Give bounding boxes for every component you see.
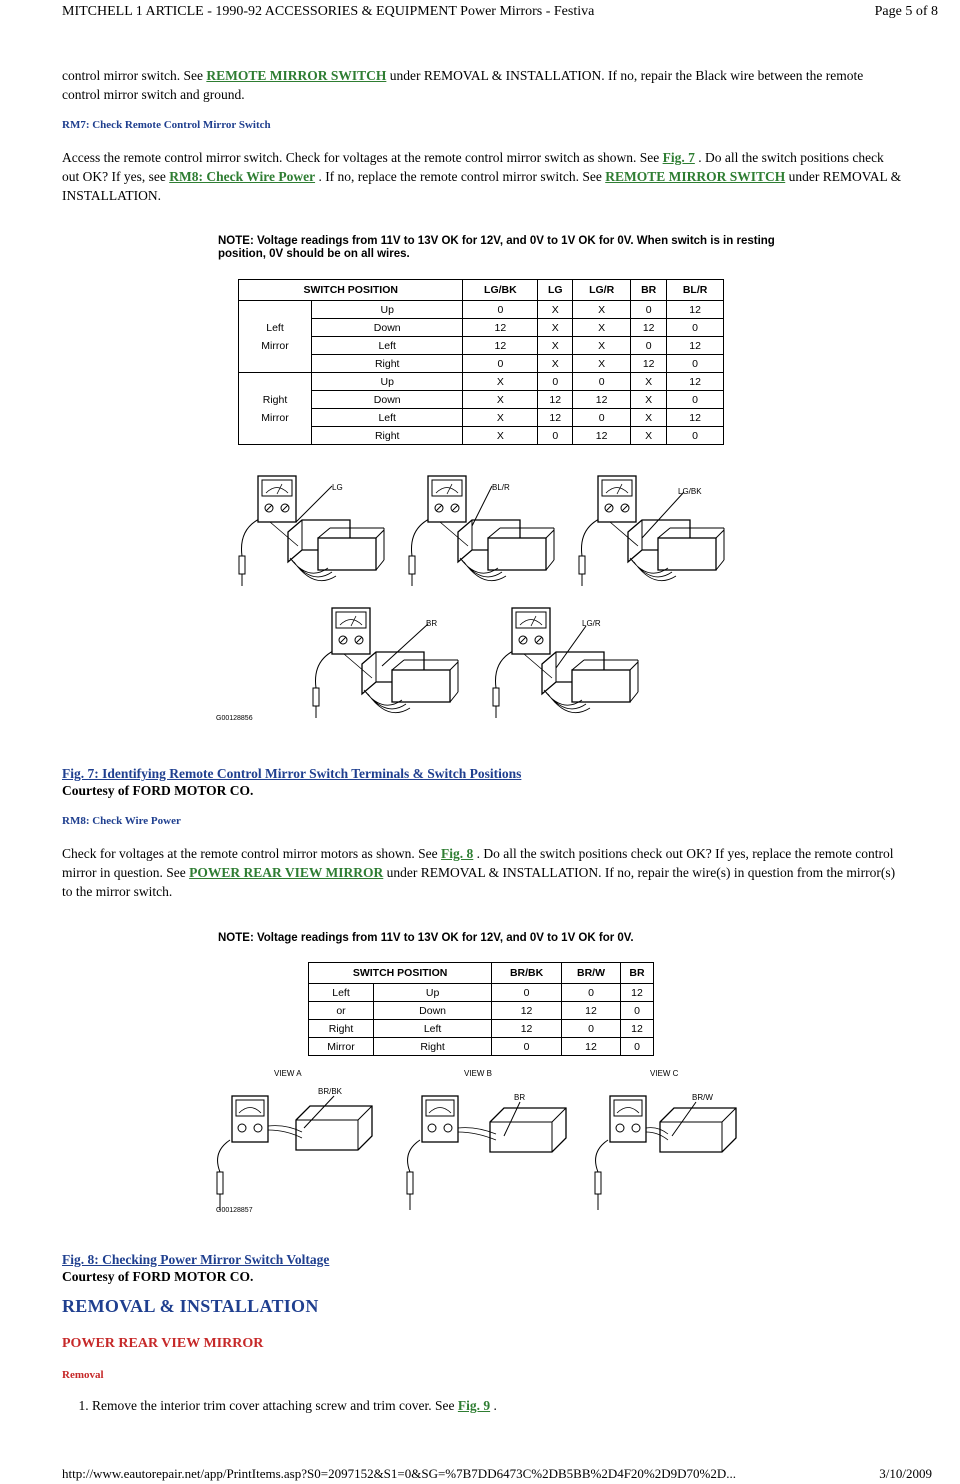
view-c-label: VIEW C	[650, 1069, 679, 1078]
meter-label: BR/W	[692, 1093, 713, 1102]
table-cell: Down	[374, 1002, 492, 1020]
table-cell: X	[463, 373, 538, 391]
table-cell: 0	[621, 1002, 654, 1020]
table-cell: 0	[538, 427, 573, 445]
table-cell: X	[631, 373, 667, 391]
fig7-note	[218, 235, 775, 261]
table-cell: 12	[573, 427, 631, 445]
table-cell: 12	[463, 319, 538, 337]
table-cell: X	[631, 427, 667, 445]
fig7-illustration	[210, 462, 730, 724]
table-cell: X	[538, 337, 573, 355]
table-cell: Left	[312, 409, 463, 427]
meter-lg	[239, 476, 384, 586]
table-row	[309, 1020, 654, 1038]
group-label: or	[309, 1002, 374, 1020]
footer-date: 3/10/2009	[879, 1466, 932, 1481]
fig8-note: NOTE: Voltage readings from 11V to 13V OK for 12V, and 0V to 1V OK for 0V.	[218, 932, 634, 944]
footer-url: http://www.eautorepair.net/app/PrintItems.asp?S0=2097152&S1=0&SG=%7B7DD6473C%2DB5BB%2D4F20%2D9D70%2D...	[62, 1466, 737, 1481]
table-row	[239, 319, 724, 337]
rm7-text-4: under REMOVAL & INSTALLATION.	[62, 169, 902, 203]
group-label: Mirror	[261, 339, 289, 352]
fig7-th: BR	[631, 280, 667, 301]
fig8-caption[interactable]: Fig. 8: Checking Power Mirror Switch Voltage	[62, 1252, 330, 1267]
rm8-heading: RM8: Check Wire Power	[62, 815, 181, 827]
table-row	[309, 1002, 654, 1020]
table-cell: 0	[492, 1038, 562, 1056]
group-label: Left	[309, 984, 374, 1002]
view-a	[217, 1087, 372, 1210]
table-cell: 12	[561, 1038, 620, 1056]
table-cell: 0	[573, 409, 631, 427]
table-cell: Right	[374, 1038, 492, 1056]
table-cell: X	[631, 391, 667, 409]
table-cell: 0	[538, 373, 573, 391]
fig8-id: G00128857	[216, 1207, 253, 1214]
intro-text-2: under REMOVAL & INSTALLATION. If no, repair the Black wire between the remote control mirror switch and ground.	[62, 68, 864, 102]
table-row	[239, 373, 724, 391]
table-cell: 12	[667, 337, 724, 355]
table-cell: 0	[561, 1020, 620, 1038]
group-label: Mirror	[309, 1038, 374, 1056]
table-row	[239, 355, 724, 373]
rm7-heading: RM7: Check Remote Control Mirror Switch	[62, 119, 271, 131]
rm7-text-1: Access the remote control mirror switch. Check for voltages at the remote control mirror switch as shown. See	[62, 150, 663, 165]
table-cell: Up	[374, 984, 492, 1002]
meter-label: BR	[514, 1093, 526, 1102]
table-cell: 12	[667, 301, 724, 319]
fig7-left-group	[239, 301, 312, 373]
meter-blr	[409, 476, 554, 586]
rm8-paragraph	[62, 844, 902, 901]
table-cell: X	[573, 355, 631, 373]
table-cell: Up	[312, 373, 463, 391]
fig7-courtesy: Courtesy of FORD MOTOR CO.	[62, 783, 254, 798]
table-row	[239, 427, 724, 445]
table-cell: X	[463, 391, 538, 409]
table-cell: 12	[631, 355, 667, 373]
section-heading: REMOVAL & INSTALLATION	[62, 1296, 319, 1316]
step1-text: Remove the interior trim cover attaching screw and trim cover. See	[92, 1398, 458, 1413]
table-row	[239, 391, 724, 409]
subsection-heading: POWER REAR VIEW MIRROR	[62, 1336, 264, 1351]
table-cell: 0	[492, 984, 562, 1002]
table-cell: 0	[621, 1038, 654, 1056]
rm8-text-3: under REMOVAL & INSTALLATION. If no, repair the wire(s) in question from the mirror(s) to the mirror switch.	[62, 865, 896, 899]
table-cell: Right	[312, 355, 463, 373]
meter-label: BR/BK	[318, 1087, 343, 1096]
fig8-table	[308, 962, 654, 1056]
group-label: Right	[262, 393, 288, 406]
table-cell: 12	[621, 984, 654, 1002]
table-cell: 0	[667, 319, 724, 337]
table-cell: 12	[492, 1002, 562, 1020]
table-cell: Down	[312, 391, 463, 409]
fig8-courtesy: Courtesy of FORD MOTOR CO.	[62, 1269, 254, 1284]
table-cell: Left	[374, 1020, 492, 1038]
fig9-link[interactable]: Fig. 9	[457, 1398, 491, 1413]
fig7-th: LG/BK	[463, 280, 538, 301]
table-cell: 12	[667, 373, 724, 391]
meter-label: BL/R	[492, 483, 510, 492]
group-label: Left	[266, 321, 284, 334]
table-cell: 12	[492, 1020, 562, 1038]
table-cell: 0	[667, 427, 724, 445]
table-cell: X	[573, 319, 631, 337]
power-rear-view-mirror-link[interactable]: POWER REAR VIEW MIRROR	[189, 865, 384, 880]
fig8-th: BR/BK	[492, 963, 562, 984]
view-c	[595, 1093, 736, 1210]
meter-label: LG	[332, 483, 343, 492]
table-cell: Up	[312, 301, 463, 319]
fig7-caption[interactable]: Fig. 7: Identifying Remote Control Mirror Switch Terminals & Switch Positions	[62, 766, 522, 781]
meter-label: BR	[426, 619, 438, 628]
fig7-id: G00128856	[216, 715, 253, 722]
table-row	[239, 409, 724, 427]
fig7-note-line1: NOTE: Voltage readings from 11V to 13V OK for 12V, and 0V to 1V OK for 0V. When switch is in resting	[218, 235, 775, 247]
table-row	[309, 984, 654, 1002]
meter-lgr	[493, 608, 638, 718]
fig7-right-group	[239, 373, 312, 445]
table-cell: 12	[561, 1002, 620, 1020]
fig8-link[interactable]: Fig. 8	[441, 846, 474, 861]
table-cell: 12	[667, 409, 724, 427]
rm8-text-1: Check for voltages at the remote control mirror motors as shown. See	[62, 846, 442, 861]
remote-mirror-switch-link[interactable]: REMOTE MIRROR SWITCH	[206, 68, 387, 83]
list-item	[92, 1398, 902, 1414]
table-cell: X	[463, 427, 538, 445]
table-cell: 0	[463, 301, 538, 319]
fig8-table-wrap	[308, 962, 654, 1056]
table-cell: 12	[463, 337, 538, 355]
table-cell: 12	[573, 391, 631, 409]
group-label: Right	[309, 1020, 374, 1038]
table-cell: 12	[631, 319, 667, 337]
table-cell: Left	[312, 337, 463, 355]
fig7-th: LG/R	[573, 280, 631, 301]
table-row	[239, 337, 724, 355]
page-header-title: MITCHELL 1 ARTICLE - 1990-92 ACCESSORIES & EQUIPMENT Power Mirrors - Festiva	[62, 4, 595, 19]
step1-text-2: .	[490, 1398, 497, 1413]
view-a-label: VIEW A	[274, 1069, 302, 1078]
table-cell: X	[573, 301, 631, 319]
fig7-th: SWITCH POSITION	[239, 280, 463, 301]
view-b-label: VIEW B	[464, 1069, 493, 1078]
rm7-paragraph	[62, 148, 902, 205]
fig7-note-line2: position, 0V should be on all wires.	[218, 248, 410, 260]
table-cell: 0	[573, 373, 631, 391]
table-cell: 12	[621, 1020, 654, 1038]
table-row	[239, 301, 724, 319]
rm8-text-2: . Do all the switch positions check out OK? If yes, replace the remote control mirror in question. See	[62, 846, 894, 880]
fig8-illustration	[210, 1066, 750, 1214]
table-cell: 0	[561, 984, 620, 1002]
rm7-text-2: . Do all the switch positions check out OK? If yes, see	[62, 150, 884, 184]
table-cell: 0	[631, 301, 667, 319]
rm7-text-3: . If no, replace the remote control mirror switch. See	[315, 169, 606, 184]
remote-mirror-switch-link-2[interactable]: REMOTE MIRROR SWITCH	[605, 169, 786, 184]
fig7-table	[238, 279, 724, 445]
table-cell: X	[538, 319, 573, 337]
meter-label: LG/BK	[678, 487, 702, 496]
page-number: Page 5 of 8	[874, 4, 938, 19]
fig7-th: LG	[538, 280, 573, 301]
rm8-link[interactable]: RM8: Check Wire Power	[169, 169, 316, 184]
table-cell: 12	[538, 409, 573, 427]
meter-br	[313, 608, 458, 718]
table-row	[309, 1038, 654, 1056]
table-cell: X	[631, 409, 667, 427]
fig8-th: SWITCH POSITION	[309, 963, 492, 984]
fig8-th: BR/W	[561, 963, 620, 984]
table-cell: X	[573, 337, 631, 355]
removal-heading: Removal	[62, 1369, 104, 1381]
table-cell: 0	[463, 355, 538, 373]
meter-label: LG/R	[582, 619, 601, 628]
table-cell: X	[538, 301, 573, 319]
table-cell: 0	[667, 391, 724, 409]
table-cell: Down	[312, 319, 463, 337]
table-cell: 12	[538, 391, 573, 409]
fig7-link[interactable]: Fig. 7	[662, 150, 695, 165]
fig8-th: BR	[621, 963, 654, 984]
table-cell: X	[463, 409, 538, 427]
removal-steps	[62, 1398, 902, 1414]
table-cell: X	[538, 355, 573, 373]
table-cell: Right	[312, 427, 463, 445]
fig7-th: BL/R	[667, 280, 724, 301]
table-cell: 0	[631, 337, 667, 355]
view-b	[407, 1093, 566, 1210]
fig7-table-wrap	[238, 279, 724, 445]
intro-paragraph	[62, 66, 902, 104]
group-label: Mirror	[261, 411, 289, 424]
table-cell: 0	[667, 355, 724, 373]
meter-lgbk	[579, 476, 724, 586]
intro-text: control mirror switch. See	[62, 68, 207, 83]
